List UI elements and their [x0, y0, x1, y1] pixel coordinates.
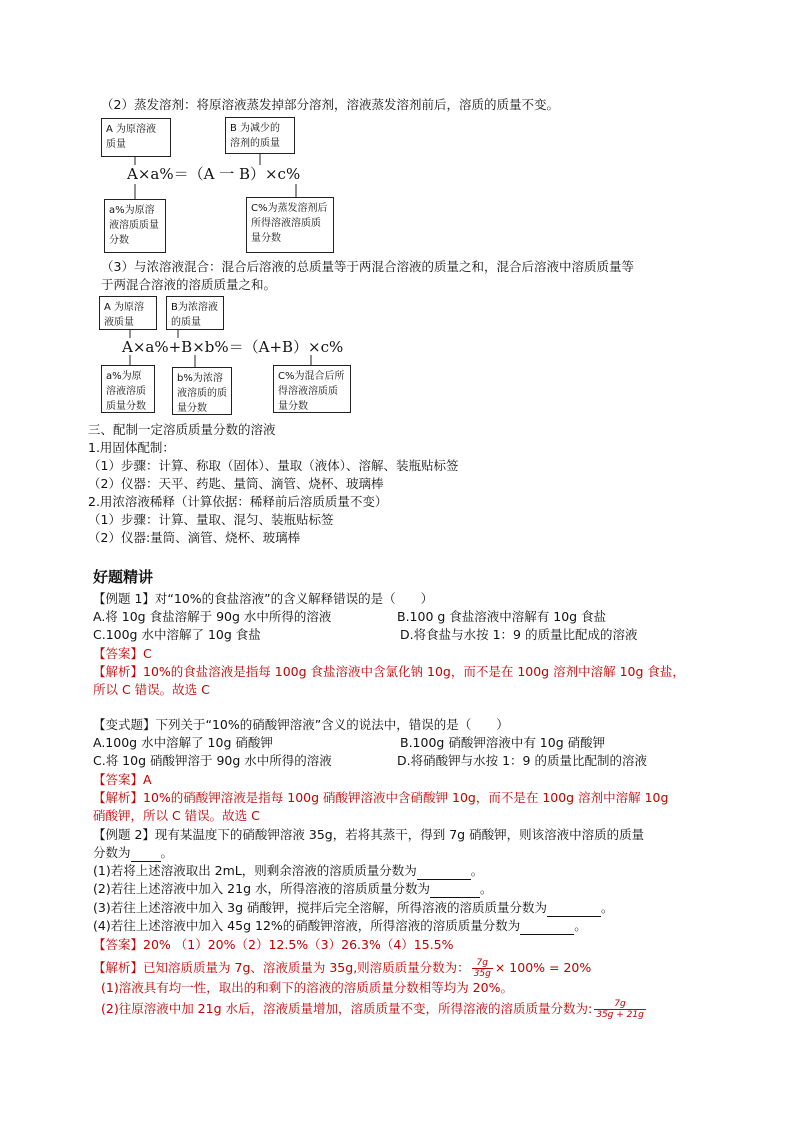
- formula-mixing: A×a%+B×b%＝（A+B）×c%: [122, 338, 344, 356]
- variant-option-a: A.100g 水中溶解了 10g 硝酸钾: [93, 735, 273, 750]
- section2-heading: （2）蒸发溶剂：将原溶液蒸发掉部分溶剂，溶液蒸发溶剂前后，溶质的质量不变。: [101, 97, 559, 112]
- section3-heading-1: （3）与浓溶液混合：混合后溶液的总质量等于两混合溶液的质量之和，混合后溶液中溶质质量等: [101, 259, 634, 274]
- part3-title: 三、配制一定溶质质量分数的溶液: [88, 422, 276, 437]
- example2-question-1: 【例题 2】现有某温度下的硝酸钾溶液 35g，若将其蒸干，得到 7g 硝酸钾，则该溶液中溶质的质量: [93, 827, 645, 842]
- section3-heading-2: 于两混合溶液的溶质质量之和。: [101, 277, 277, 292]
- box-a-original-mass: A 为原溶液质量: [101, 118, 171, 157]
- example2-explanation-2: (2)往原溶液中加 21g 水后，溶液质量增加，溶质质量不变，所得溶液的溶质质量分数为: $\frac{7g}{35g + 21g}$: [101, 999, 644, 1020]
- variant-option-c: C.将 10g 硝酸钾溶于 90g 水中所得的溶液: [93, 753, 332, 768]
- variant-explanation-2: 硝酸钾，所以 C 错误。故选 C: [93, 808, 260, 823]
- variant-answer: 【答案】A: [93, 772, 152, 787]
- variant-option-b: B.100g 硝酸钾溶液中有 10g 硝酸钾: [400, 735, 606, 750]
- answer-value: C: [143, 646, 152, 661]
- part3-solid-steps: （1）步骤：计算、称取（固体）、量取（液体）、溶解、装瓶贴标签: [88, 458, 459, 473]
- example1-option-c: C.100g 水中溶解了 10g 食盐: [93, 627, 261, 642]
- part3-dilute-steps: （1）步骤：计算、量取、混匀、装瓶贴标签: [88, 512, 334, 527]
- example2-explanation-1: (1)溶液具有均一性，取出的和剩下的溶液的溶质质量分数相等均为 20%。: [101, 980, 513, 995]
- part3-dilute-instruments: （2）仪器:量筒、滴管、烧杯、玻璃棒: [88, 530, 301, 545]
- box-c-percent: C%为蒸发溶剂后所得溶液溶质质量分数: [246, 197, 334, 253]
- box-b-percent: b%为浓溶液溶质的质量分数: [172, 367, 232, 415]
- box-a-percent-2: a%为原溶液溶质质量分数: [101, 365, 155, 413]
- variant-explanation-1: 【解析】10%的硝酸钾溶液是指每 100g 硝酸钾溶液中含硝酸钾 10g，而不是在 100g 溶剂中溶解 10g: [93, 790, 669, 805]
- fraction: $\frac{7g}{35g}$: [473, 958, 491, 979]
- example2-question-2: 分数为 。: [93, 845, 174, 860]
- example2-explanation-0: 【解析】已知溶质质量为 7g、溶液质量为 35g,则溶质质量分数为： $\frac{7g}{35g}$ × 100% = 20%: [93, 958, 592, 979]
- formula-evaporation: A×a%＝（A 一 B）×c%: [127, 165, 301, 183]
- example1-option-d: D.将食盐与水按 1：9 的质量比配成的溶液: [400, 627, 638, 642]
- box-a-original-mass-2: A 为原溶液质量: [99, 296, 157, 330]
- answer-blank[interactable]: [547, 903, 601, 917]
- part3-solid-heading: 1.用固体配制：: [88, 440, 175, 455]
- fraction: $\frac{7g}{35g + 21g}$: [596, 999, 644, 1020]
- part3-solid-instruments: （2）仪器：天平、药匙、量筒、滴管、烧杯、玻璃棒: [88, 476, 384, 491]
- box-c-percent-2: C%为混合后所得溶液溶质质量分数: [273, 365, 351, 413]
- answer-blank[interactable]: [520, 921, 574, 935]
- example1-answer: [93, 645, 152, 663]
- answer-blank[interactable]: [417, 866, 471, 880]
- box-a-percent: a%为原溶液溶质质量分数: [104, 199, 166, 253]
- example2-answer: 【答案】20% （1）20%（2）12.5%（3）26.3%（4）15.5%: [93, 937, 454, 952]
- answer-blank[interactable]: [131, 848, 161, 862]
- part3-dilute-heading: 2.用浓溶液稀释（计算依据：稀释前后溶质质量不变）: [88, 494, 388, 509]
- example2-part4: (4)若往上述溶液中加入 45g 12%的硝酸钾溶液，所得溶液的溶质质量分数为 。: [93, 918, 587, 933]
- example1-option-b: B.100 g 食盐溶液中溶解有 10g 食盐: [397, 609, 607, 624]
- variant-question: 【变式题】下列关于“10%的硝酸钾溶液”含义的说法中，错误的是（ ）: [93, 717, 509, 732]
- answer-tag: 【答案】: [93, 646, 144, 661]
- good-problems-title: 好题精讲: [93, 568, 154, 586]
- example1-option-a: A.将 10g 食盐溶解于 90g 水中所得的溶液: [93, 609, 332, 624]
- example2-part2: (2)若往上述溶液中加入 21g 水，所得溶液的溶质质量分数为 。: [93, 881, 493, 896]
- explanation-tag: 【解析】: [93, 664, 144, 679]
- box-b-concentrated-mass: B为浓溶液的质量: [166, 296, 224, 330]
- box-b-reduced-solvent: B 为减少的溶剂的质量: [225, 117, 295, 154]
- answer-blank[interactable]: [430, 884, 480, 898]
- example1-explanation-2: 所以 C 错误。故选 C: [93, 682, 210, 697]
- example1-question: 【例题 1】对“10%的食盐溶液”的含义解释错误的是（ ）: [93, 591, 434, 606]
- example2-part3: (3)若往上述溶液中加入 3g 硝酸钾，搅拌后完全溶解，所得溶液的溶质质量分数为 。: [93, 900, 614, 915]
- example1-explanation-1: 【解析】10%的食盐溶液是指每 100g 食盐溶液中含氯化钠 10g，而不是在 100g 溶剂中溶解 10g 食盐，: [93, 664, 685, 679]
- example2-part1: (1)若将上述溶液取出 2mL，则剩余溶液的溶质质量分数为 。: [93, 863, 484, 878]
- variant-option-d: D.将硝酸钾与水按 1：9 的质量比配制的溶液: [397, 753, 647, 768]
